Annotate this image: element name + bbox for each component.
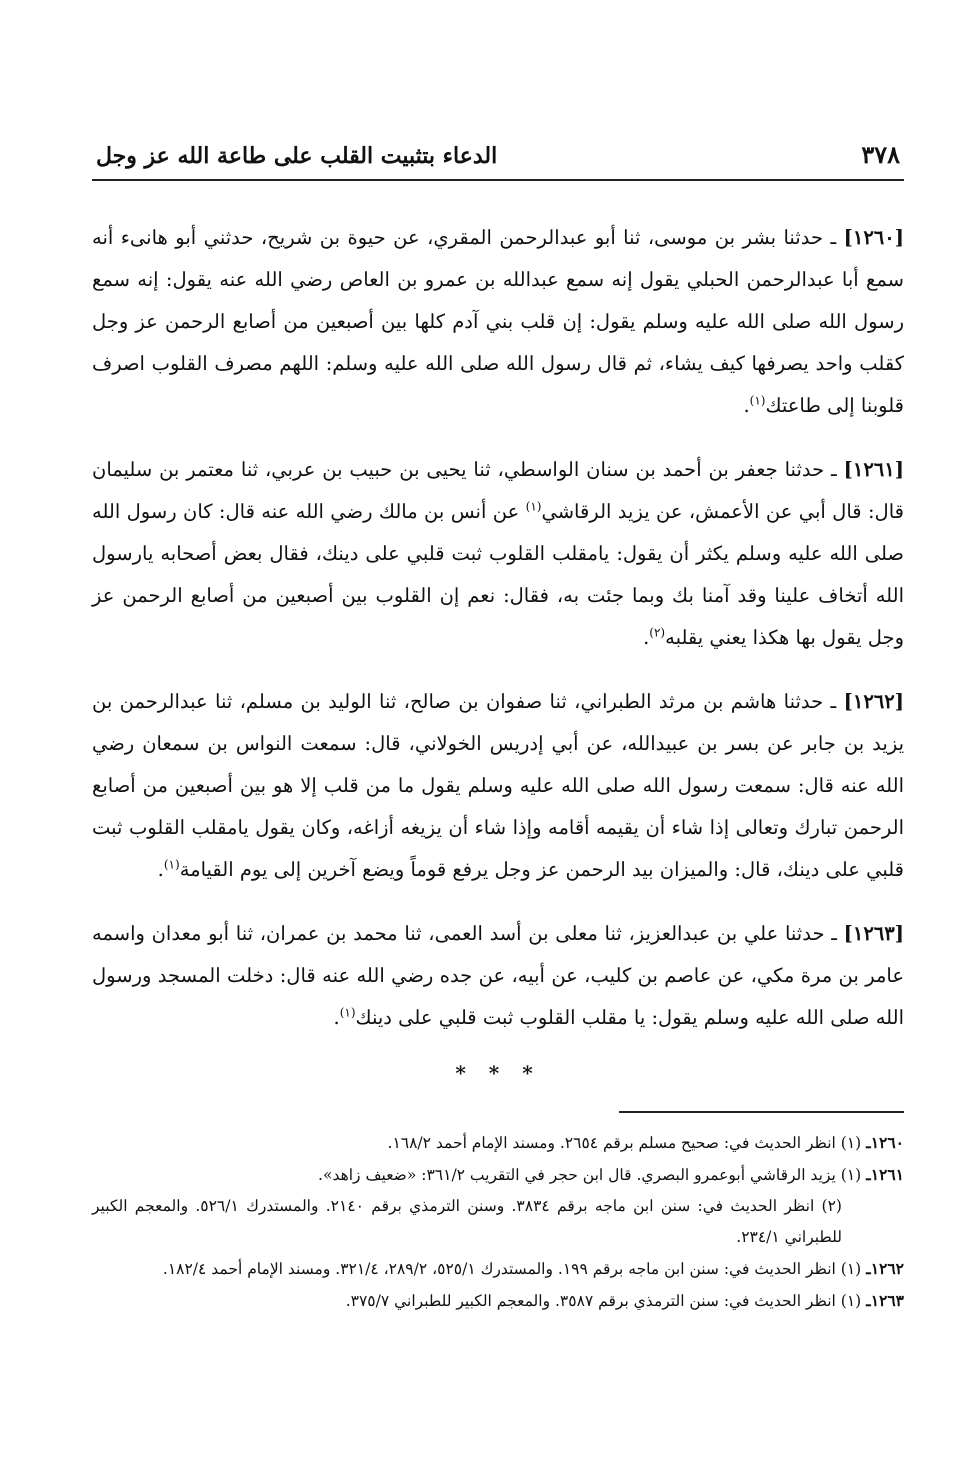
footnote-ref: (١) xyxy=(339,1005,356,1020)
main-text xyxy=(92,217,904,1039)
hadith-entry xyxy=(92,681,904,891)
footnote-label: ١٢٦٢ـ xyxy=(866,1259,904,1278)
page-number: ٣٧٨ xyxy=(861,140,900,169)
hadith-text: ـ حدثنا بشر بن موسى، ثنا أبو عبدالرحمن المقري، عن حيوة بن شريح، حدثني أبو هانىء أنه سمع أبا عبدالرحمن الحبلي يقول إنه سمع عبدالله بن عمرو بن العاص رضي الله عنه يقول: إنه سمع رسول الله صلى الله عليه وسلم يقول: إن قلب بني آدم كلها بين أصبعين من أصابع الرحمن عز وجل كقلب واحد يصرفها كيف يشاء، ثم قال رسول الله صلى الله عليه وسلم: اللهم مصرف القلوب اصرف قلوبنا إلى طاعتك xyxy=(92,226,904,417)
footnote-label: ١٢٦٣ـ xyxy=(866,1291,904,1310)
chapter-title: الدعاء بتثبيت القلب على طاعة الله عز وجل xyxy=(96,143,498,169)
footnote-text: (٢) انظر الحديث في: سنن ابن ماجه برقم ٣٨٣٤. وسنن الترمذي برقم ٢١٤٠. والمستدرك ٥٢٦/١. والمعجم الكبير للطبراني ٢٣٤/١. xyxy=(92,1197,842,1246)
footnote-ref: (٢) xyxy=(649,625,666,640)
hadith-text: ـ حدثنا هاشم بن مرثد الطبراني، ثنا صفوان بن صالح، ثنا الوليد بن مسلم، ثنا عبدالرحمن بن يزيد بن جابر عن بسر بن عبيدالله، عن أبي إدريس الخولاني، قال: سمعت النواس بن سمعان رضي الله عنه قال: سمعت رسول الله صلى الله عليه وسلم يقول ما من قلب إلا هو بين أصبعين من أصابع الرحمن تبارك وتعالى إذا شاء أن يقيمه أقامه وإذا شاء أن يزيغه أزاغه، وكان يقول يامقلب القلوب ثبت قلبي على دينك، قال: والميزان بيد الرحمن عز وجل يرفع قوماً ويضع آخرين إلى يوم القيامة xyxy=(92,690,904,881)
hadith-end: . xyxy=(643,626,650,649)
footnote-label: ١٢٦١ـ xyxy=(866,1165,904,1184)
hadith-number: [١٢٦٣] xyxy=(843,922,904,945)
running-header xyxy=(92,140,904,181)
hadith-text: ـ حدثنا جعفر بن أحمد بن سنان الواسطي، ثنا يحيى بن حبيب بن عربي، ثنا معتمر بن سليمان قال: قال أبي عن الأعمش، عن يزيد الرقاشي xyxy=(92,458,904,523)
hadith-entry xyxy=(92,449,904,659)
footnote xyxy=(92,1159,904,1191)
hadith-number: [١٢٦٢] xyxy=(843,690,904,713)
footnote-ref: (١) xyxy=(525,499,542,514)
footnote-ref: (١) xyxy=(163,857,180,872)
hadith-entry xyxy=(92,217,904,427)
footnote xyxy=(92,1127,904,1159)
footnote-text: (١) انظر الحديث في: صحيح مسلم برقم ٢٦٥٤. ومسند الإمام أحمد ١٦٨/٢. xyxy=(387,1134,862,1152)
section-separator: * * * xyxy=(455,1061,541,1085)
footnote-ref: (١) xyxy=(749,393,766,408)
footnote-label: ١٢٦٠ـ xyxy=(866,1133,904,1152)
footnote-text: (١) انظر الحديث في: سنن ابن ماجه برقم ١٩٩. والمستدرك ٥٢٥/١، ٢٨٩/٢، ٣٢١/٤. ومسند الإمام أحمد ١٨٢/٤. xyxy=(162,1260,862,1278)
footnote-text: (١) يزيد الرقاشي أبوعمرو البصري. قال ابن حجر في التقريب ٣٦١/٢: «ضعيف زاهد». xyxy=(318,1166,862,1184)
footnotes xyxy=(92,1127,904,1317)
footnote-text: (١) انظر الحديث في: سنن الترمذي برقم ٣٥٨٧. والمعجم الكبير للطبراني ٣٧٥/٧. xyxy=(345,1292,862,1310)
hadith-text: ـ حدثنا علي بن عبدالعزيز، ثنا معلى بن أسد العمى، ثنا محمد بن عمران، ثنا أبو معدان واسمه عامر بن مرة مكي، عن عاصم بن كليب، عن أبيه، عن جده رضي الله عنه قال: دخلت المسجد ورسول الله صلى الله عليه وسلم يقول: يا مقلب القلوب ثبت قلبي على دينك xyxy=(92,922,904,1029)
footnote-divider xyxy=(619,1111,904,1113)
hadith-number: [١٢٦٠] xyxy=(843,226,904,249)
hadith-entry xyxy=(92,913,904,1039)
hadith-number: [١٢٦١] xyxy=(843,458,904,481)
hadith-end: . xyxy=(333,1006,340,1029)
footnote xyxy=(92,1285,904,1317)
book-page xyxy=(92,140,904,1317)
footnote xyxy=(92,1191,904,1253)
hadith-end: . xyxy=(743,394,750,417)
footnote xyxy=(92,1253,904,1285)
hadith-end: . xyxy=(157,858,164,881)
hadith-text-continued: عن أنس بن مالك رضي الله عنه قال: كان رسول الله صلى الله عليه وسلم يكثر أن يقول: يامقلب القلوب ثبت قلبي على دينك، فقال بعض أصحابه يارسول الله أتخاف علينا وقد آمنا بك وبما جئت به، فقال: نعم إن القلوب بين أصبعين من أصابع الرحمن عز وجل يقول بها هكذا يعني يقلبه xyxy=(92,500,904,649)
